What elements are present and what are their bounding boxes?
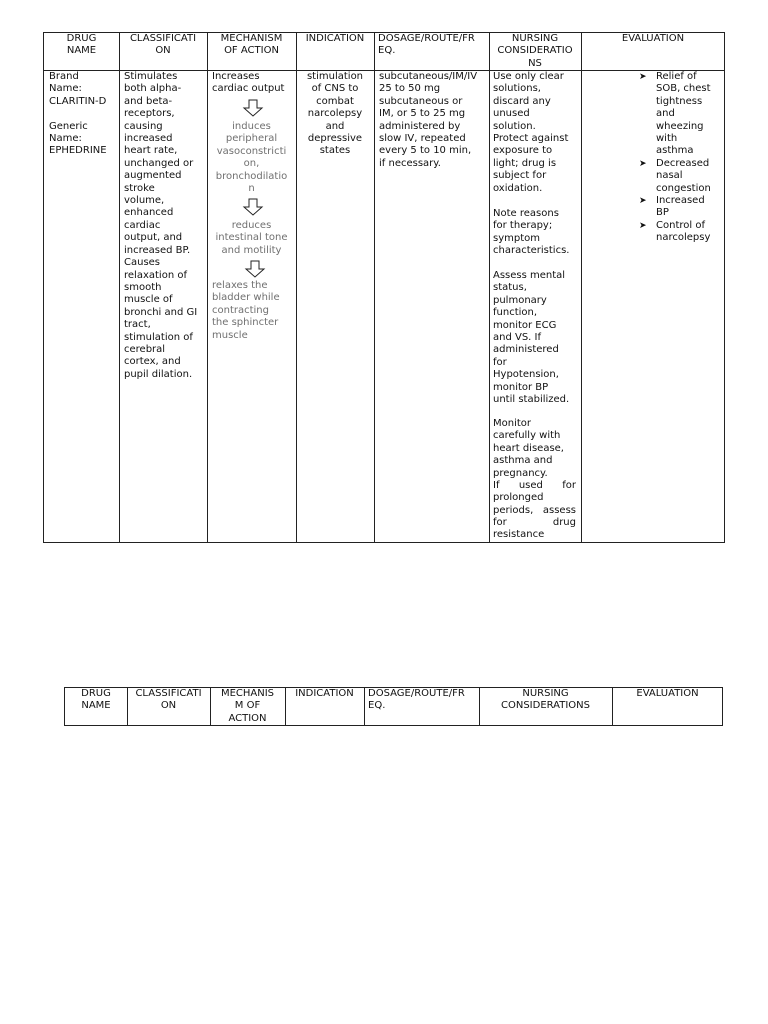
nursing-paragraph: Assess mental status, pulmonary function, monitor ECG and VS. If administered for Hypotension, monitor BP until stabilized. — [493, 270, 570, 406]
classification-cell: Stimulates both alpha- and beta- receptors, causing increased heart rate, unchanged or augmented stroke volume, enhanced cardiac output, and increased BP. Causes relaxation of smooth muscle of bronchi and GI tract, stimulation of cerebral cortex, and pupil dilation. — [124, 71, 198, 380]
header-classification: CLASSIFICATI ON — [135, 688, 202, 712]
indication-cell: stimulation of CNS to combat narcolepsy and depressive states — [306, 71, 364, 157]
dosage-cell: subcutaneous/IM/IV 25 to 50 mg subcutaneous or IM, or 5 to 25 mg administered by slow IV, repeated every 5 to 10 min, if necessary. — [379, 71, 478, 169]
nursing-paragraph: Note reasons for therapy; symptom characteristics. — [493, 208, 570, 257]
list-item — [639, 220, 739, 245]
mechanism-step-3: reduces intestinal tone and motility — [215, 220, 288, 256]
down-arrow-icon — [244, 260, 266, 278]
column-divider — [119, 33, 120, 542]
arrowhead-bullet-icon: ➤ — [639, 158, 647, 169]
arrowhead-bullet-icon: ➤ — [639, 72, 647, 82]
empty-drug-study-table — [64, 687, 723, 726]
nursing-paragraph: Use only clear solutions, discard any unused solution. Protect against exposure to light; drug is subject for oxidation. — [493, 71, 569, 194]
header-drug-name: DRUG NAME — [66, 33, 97, 57]
nursing-line: resistance — [493, 529, 545, 540]
nursing-paragraph: Monitor carefully with heart disease, asthma and pregnancy. — [493, 418, 564, 479]
drug-name-cell: Brand Name: CLARITIN-D Generic Name: EPHEDRINE — [49, 71, 107, 157]
down-arrow-icon — [242, 99, 264, 117]
evaluation-text: Increased BP — [656, 195, 705, 219]
header-evaluation: EVALUATION — [621, 33, 685, 44]
header-evaluation: EVALUATION — [636, 688, 699, 699]
list-item — [639, 71, 739, 158]
header-dosage: DOSAGE/ROUTE/FR EQ. — [368, 688, 465, 712]
evaluation-text: Control of narcolepsy — [656, 219, 711, 244]
evaluation-list — [639, 71, 739, 245]
header-nursing: NURSING CONSIDERATIONS — [500, 688, 590, 712]
header-indication: INDICATION — [305, 33, 365, 44]
nursing-line: periods, assess — [493, 505, 576, 516]
header-drug-name: DRUG NAME — [81, 688, 111, 712]
header-mechanism: MECHANIS M OF ACTION — [220, 688, 275, 724]
arrowhead-bullet-icon: ➤ — [639, 220, 647, 231]
column-divider — [374, 33, 375, 542]
header-mechanism: MECHANISM OF ACTION — [220, 33, 283, 57]
list-item — [639, 195, 739, 220]
column-divider — [364, 688, 365, 725]
column-divider — [207, 33, 208, 542]
nursing-line: prolonged — [493, 492, 544, 503]
drug-study-table — [43, 32, 725, 543]
evaluation-text: Decreased nasal congestion — [656, 157, 711, 194]
column-divider — [489, 33, 490, 542]
mechanism-step-4: relaxes the bladder while contracting the sphincter muscle — [212, 280, 280, 341]
header-indication: INDICATION — [295, 688, 354, 699]
evaluation-text: Relief of SOB, chest tightness and wheezing with asthma — [656, 71, 711, 157]
list-item — [639, 158, 739, 195]
mechanism-step-2: induces peripheral vasoconstricti on, bronchodilatio n — [215, 121, 288, 195]
mechanism-step-1: Increases cardiac output — [212, 71, 285, 95]
nursing-line: for drug — [493, 517, 576, 528]
header-nursing: NURSING CONSIDERATIO NS — [497, 33, 573, 69]
header-dosage: DOSAGE/ROUTE/FR EQ. — [378, 33, 475, 57]
nursing-line: If used for — [493, 480, 576, 491]
arrowhead-bullet-icon: ➤ — [639, 196, 647, 207]
header-classification: CLASSIFICATI ON — [129, 33, 197, 57]
column-divider — [581, 33, 582, 542]
down-arrow-icon — [242, 198, 264, 216]
